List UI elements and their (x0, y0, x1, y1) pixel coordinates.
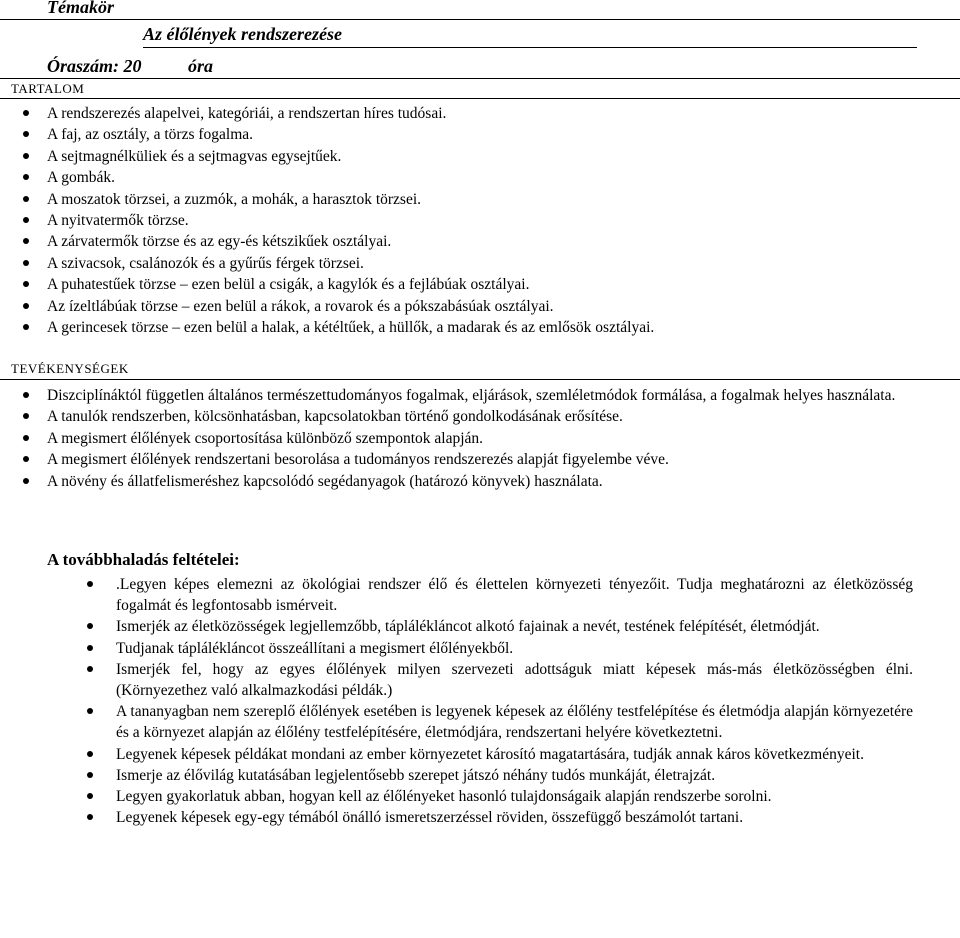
list-item-text: Az ízeltlábúak törzse – ezen belül a rákok, a rovarok és a pókszabásúak osztályai. (47, 297, 554, 315)
list-item (0, 296, 957, 317)
bullet-icon (23, 217, 29, 223)
list-item (0, 786, 913, 807)
list-item-text: Ismerjék fel, hogy az egyes élőlények milyen szervezeti adottságuk miatt képesek más-más életközösségben élni. (Környezethez való alkalmazkodási példák.) (116, 660, 913, 700)
list-item-text: A gerincesek törzse – ezen belül a halak, a kétéltűek, a hüllők, a madarak és az emlősök osztályai. (47, 319, 655, 337)
progression-list (0, 574, 913, 828)
list-item (0, 428, 957, 449)
activities-rule (0, 379, 960, 380)
list-item (0, 210, 957, 231)
activities-heading: TEVÉKENYSÉGEK (11, 361, 129, 376)
bullet-icon (23, 435, 29, 441)
content-rule (0, 98, 960, 99)
list-item (0, 701, 913, 743)
bullet-icon (23, 110, 29, 116)
bullet-icon (23, 478, 29, 484)
content-heading: TARTALOM (11, 81, 85, 96)
subject-title: Az élőlények rendszerezése (143, 24, 342, 44)
list-item (0, 406, 957, 427)
list-item (0, 231, 957, 252)
list-item-text: A moszatok törzsei, a zuzmók, a mohák, a harasztok törzsei. (47, 190, 422, 208)
top-rule (0, 19, 960, 20)
list-item (0, 103, 957, 124)
bullet-icon (87, 666, 93, 672)
list-item-text: Legyenek képesek példákat mondani az ember környezetet károsító magatartására, tudják annak káros következményeit. (116, 745, 864, 763)
list-item-text: A sejtmagnélküliek és a sejtmagvas egysejtűek. (47, 147, 342, 165)
list-item (0, 167, 957, 188)
list-item-text: A faj, az osztály, a törzs fogalma. (47, 126, 254, 144)
list-item-text: A szivacsok, csalánozók és a gyűrűs férgek törzsei. (47, 254, 364, 272)
list-item (0, 274, 957, 295)
bullet-icon (87, 708, 93, 714)
list-item-text: A puhatestűek törzse – ezen belül a csigák, a kagylók és a fejlábúak osztályai. (47, 276, 530, 294)
hours-label: Óraszám: 20 (47, 56, 142, 76)
list-item-text: A gombák. (47, 169, 116, 187)
content-list (0, 103, 957, 338)
progression-title: A továbbhaladás feltételei: (47, 550, 240, 569)
bullet-icon (87, 623, 93, 629)
list-item-text: Legyen gyakorlatuk abban, hogyan kell az élőlényeket hasonló tulajdonságaik alapján rendszerbe sorolni. (116, 788, 772, 806)
list-item (0, 189, 957, 210)
bullet-icon (23, 153, 29, 159)
list-item-text: Diszciplínáktól független általános természettudományos fogalmak, eljárások, szemléletmódok formálása, a fogalmak helyes használata. (47, 387, 896, 404)
bullet-icon (87, 751, 93, 757)
list-item-text: Legyenek képesek egy-egy témából önálló ismeretszerzéssel röviden, összefüggő beszámolót tartani. (116, 809, 744, 827)
list-item (0, 449, 957, 470)
list-item (0, 744, 913, 765)
list-item (0, 471, 957, 492)
list-item (0, 807, 913, 828)
list-item-text: A növény és állatfelismeréshez kapcsolódó segédanyagok (határozó könyvek) használata. (47, 472, 603, 490)
list-item (0, 574, 913, 616)
list-item-text: A zárvatermők törzse és az egy-és kétszikűek osztályai. (47, 233, 392, 251)
list-item (0, 638, 913, 659)
list-item-text: A megismert élőlények rendszertani besorolása a tudományos rendszerezés alapját figyelembe véve. (47, 451, 669, 469)
bullet-icon (23, 260, 29, 266)
bullet-icon (23, 303, 29, 309)
list-item-text: Ismerje az élővilág kutatásában legjelentősebb szerepet játszó néhány tudós munkáját, életrajzát. (116, 766, 716, 784)
list-item-text: A rendszerezés alapelvei, kategóriái, a rendszertan híres tudósai. (47, 105, 447, 122)
list-item (0, 124, 957, 145)
list-item-text: .Legyen képes elemezni az ökológiai rendszer élő és élettelen környezeti tényezőit. Tudja meghatározni az életközösség fogalmát és legfontosabb ismérveit. (116, 576, 913, 615)
list-item-text: A tananyagban nem szereplő élőlények esetében is legyenek képesek az élőlény testfelépítése és életmódja alapján környezetére és a környezet alapján az élőlény testfelépítésére, életmódjára, rendszertani helyére következtetni. (116, 703, 913, 742)
bullet-icon (87, 772, 93, 778)
bullet-icon (23, 392, 29, 398)
subject-rule (143, 47, 917, 48)
list-item-text: A nyitvatermők törzse. (47, 212, 189, 230)
list-item-text: Ismerjék az életközösségek legjellemzőbb, táplálékláncot alkotó fajainak a nevét, testének felépítését, életmódját. (116, 618, 820, 636)
topic-label: Témakör (47, 0, 114, 17)
list-item (0, 659, 913, 701)
list-item (0, 146, 957, 167)
list-item (0, 765, 913, 786)
list-item (0, 385, 957, 406)
bullet-icon (87, 645, 93, 651)
list-item (0, 616, 913, 637)
list-item-text: Tudjanak táplálékláncot összeállítani a megismert élőlényekből. (116, 639, 514, 657)
list-item-text: A megismert élőlények csoportosítása különböző szempontok alapján. (47, 429, 484, 447)
bullet-icon (87, 793, 93, 799)
bullet-icon (23, 196, 29, 202)
bullet-icon (87, 814, 93, 820)
hours-unit: óra (188, 56, 214, 76)
bullet-icon (87, 581, 93, 587)
activities-list (0, 385, 957, 492)
hours-rule (0, 78, 960, 79)
list-item (0, 253, 957, 274)
list-item-text: A tanulók rendszerben, kölcsönhatásban, kapcsolatokban történő gondolkodásának erősítése. (47, 408, 623, 426)
list-item (0, 317, 957, 338)
